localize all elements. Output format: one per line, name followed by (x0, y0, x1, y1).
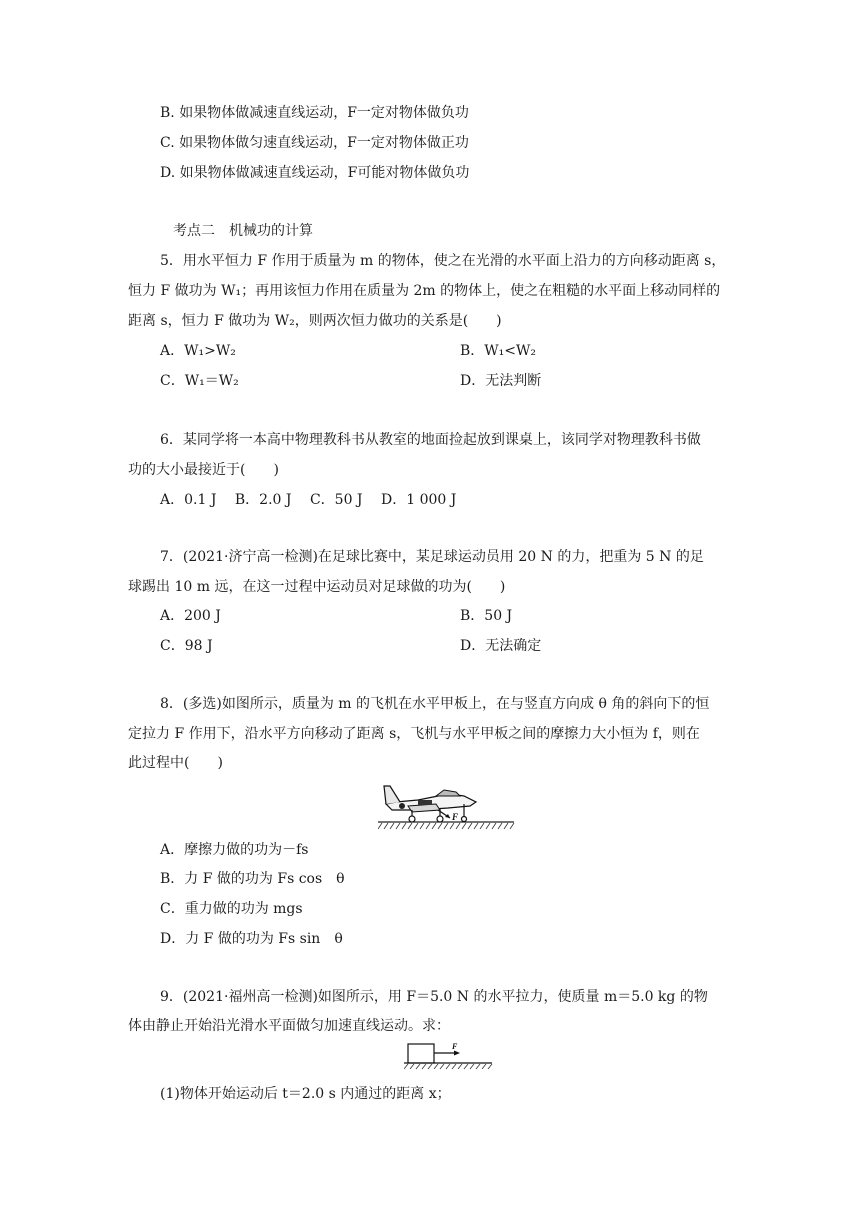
q4-option-c: C. 如果物体做匀速直线运动，F一定对物体做正功 (160, 135, 469, 151)
q5-option-d: D．无法判断 (460, 373, 542, 389)
force-label-f: F (452, 812, 459, 822)
force-label-f: F (452, 1042, 458, 1051)
q7-stem-line1: 7．(2021·济宁高一检测)在足球比赛中，某足球运动员用 20 N 的力，把重为 5 N 的足 (160, 549, 704, 565)
q9-stem-line1: 9．(2021·福州高一检测)如图所示，用 F＝5.0 N 的水平拉力，使质量 m＝5.0 kg 的物 (160, 989, 708, 1005)
q6-stem-line1: 6．某同学将一本高中物理教科书从教室的地面捡起放到课桌上，该同学对物理教科书做 (160, 432, 701, 448)
q4-option-b: B. 如果物体做减速直线运动，F一定对物体做负功 (160, 105, 469, 121)
q8-stem-line3: 此过程中( ) (128, 755, 223, 771)
section-heading: 考点二 机械功的计算 (173, 223, 313, 239)
block-figure (404, 1042, 496, 1072)
q7-option-a: A．200 J (160, 608, 221, 624)
q8-option-c: C．重力做的功为 mgs (160, 901, 303, 917)
q8-option-a: A．摩擦力做的功为－fs (160, 842, 309, 858)
q6-stem-line2: 功的大小最接近于( ) (128, 462, 279, 478)
q5-stem-line1: 5．用水平恒力 F 作用于质量为 m 的物体，使之在光滑的水平面上沿力的方向移动距离 s， (160, 253, 726, 269)
q8-option-d: D．力 F 做的功为 Fs sin θ (160, 931, 343, 947)
q8-stem-line1: 8．(多选)如图所示，质量为 m 的飞机在水平甲板上，在与竖直方向成 θ 角的斜向下的恒 (160, 696, 710, 712)
q9-subquestion-1: (1)物体开始运动后 t＝2.0 s 内通过的距离 x； (160, 1086, 451, 1102)
q5-option-c: C．W₁＝W₂ (160, 373, 239, 389)
q7-option-d: D．无法确定 (460, 638, 542, 654)
q5-option-b: B．W₁<W₂ (460, 343, 537, 359)
q7-stem-line2: 球踢出 10 m 远，在这一过程中运动员对足球做的功为( ) (128, 579, 506, 595)
q9-stem-line2: 体由静止开始沿光滑水平面做匀加速直线运动。求： (128, 1018, 450, 1034)
q7-option-c: C．98 J (160, 638, 213, 654)
q6-options: A．0.1 J B．2.0 J C．50 J D．1 000 J (160, 492, 457, 508)
airplane-figure (378, 780, 518, 830)
q5-stem-line3: 距离 s，恒力 F 做功为 W₂，则两次恒力做功的关系是( ) (128, 313, 502, 329)
q4-option-d: D. 如果物体做减速直线运动，F可能对物体做负功 (160, 165, 470, 181)
q8-stem-line2: 定拉力 F 作用下，沿水平方向移动了距离 s，飞机与水平甲板之间的摩擦力大小恒为 f，则在 (128, 726, 700, 742)
q5-option-a: A．W₁>W₂ (160, 343, 236, 359)
q7-option-b: B．50 J (460, 608, 513, 624)
q8-option-b: B．力 F 做的功为 Fs cos θ (160, 871, 345, 887)
q5-stem-line2: 恒力 F 做功为 W₁；再用该恒力作用在质量为 2m 的物体上，使之在粗糙的水平面上移动同样的 (128, 283, 721, 299)
